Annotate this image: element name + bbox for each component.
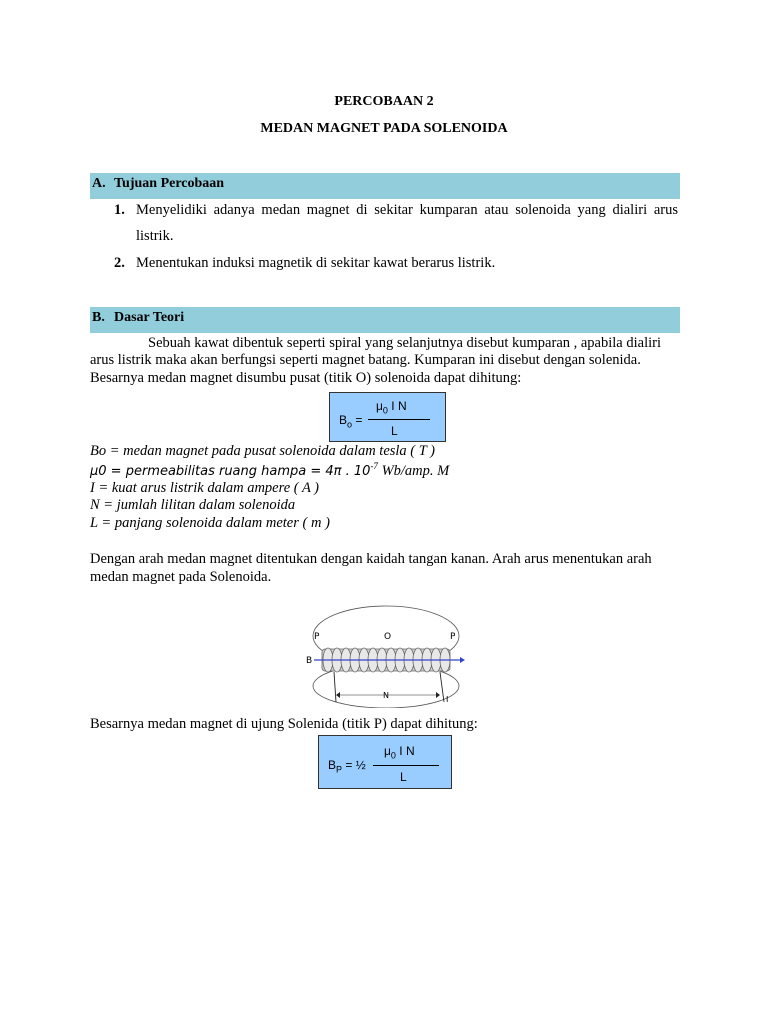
list-item-text: Menyelidiki adanya medan magnet di sekitar kumparan atau solenoida yang dialiri arus [136,202,678,218]
formula-numerator: $\mu_0$ I N [384,744,415,761]
paragraph-line: Besarnya medan magnet disumbu pusat (titik O) solenoida dapat dihitung: [90,370,522,386]
formula-numerator: $\mu_0$ I N [376,399,407,416]
definition-n: N = jumlah lilitan dalam solenoida [90,497,296,513]
fraction-line [368,419,430,420]
paragraph-line: Sebuah kawat dibentuk seperti spiral yang selanjutnya disebut kumparan , apabila dialiri [148,335,661,351]
paragraph-line: Dengan arah medan magnet ditentukan dengan kaidah tangan kanan. Arah arus menentukan arah [90,551,652,567]
diagram-label-n: N [383,691,389,700]
list-item-text-continued: listrik. [136,228,174,244]
formula-denominator: L [400,770,407,784]
section-a-heading-bar [90,173,680,199]
formula-box-end [318,735,452,789]
page-title: PERCOBAAN 2 [334,94,434,109]
definition-bo: Bo = medan magnet pada pusat solenoida dalam tesla ( T ) [90,443,436,459]
diagram-label-p-left: P [314,632,320,642]
paragraph-line: medan magnet pada Solenoida. [90,569,272,585]
definition-i: I = kuat arus listrik dalam ampere ( A ) [90,480,320,496]
list-item-number: 2. [114,255,125,271]
formula-denominator: L [391,424,398,438]
section-b-heading: Dasar Teori [114,310,185,325]
formula-lhs: $B_o$ = [339,413,363,430]
list-item-text: Menentukan induksi magnetik di sekitar kawat berarus listrik. [136,255,496,271]
diagram-label-b: B [306,656,313,666]
section-b-letter: B. [92,310,105,325]
fraction-line [373,765,439,766]
paragraph-line: Besarnya medan magnet di ujung Solenida (titik P) dapat dihitung: [90,716,478,732]
definition-l: L = panjang solenoida dalam meter ( m ) [90,515,330,531]
list-item-number: 1. [114,202,125,218]
diagram-label-p-right: P [450,632,456,642]
definition-mu0: μ0 = permeabilitas ruang hampa = 4π . $10^{-7}$ Wb/amp. M [90,461,450,479]
solenoid-diagram [300,602,470,708]
page-subtitle: MEDAN MAGNET PADA SOLENOIDA [260,121,508,136]
formula-lhs: $B_P$ = ½ [328,758,366,775]
section-a-heading: Tujuan Percobaan [114,176,225,191]
diagram-label-i: I [446,695,449,704]
paragraph-line: arus listrik maka akan berfungsi seperti magnet batang. Kumparan ini disebut dengan solenida. [90,352,641,368]
section-a-letter: A. [92,176,106,191]
section-b-heading-bar [90,307,680,333]
formula-box-center [329,392,446,442]
diagram-label-o: O [384,632,392,642]
